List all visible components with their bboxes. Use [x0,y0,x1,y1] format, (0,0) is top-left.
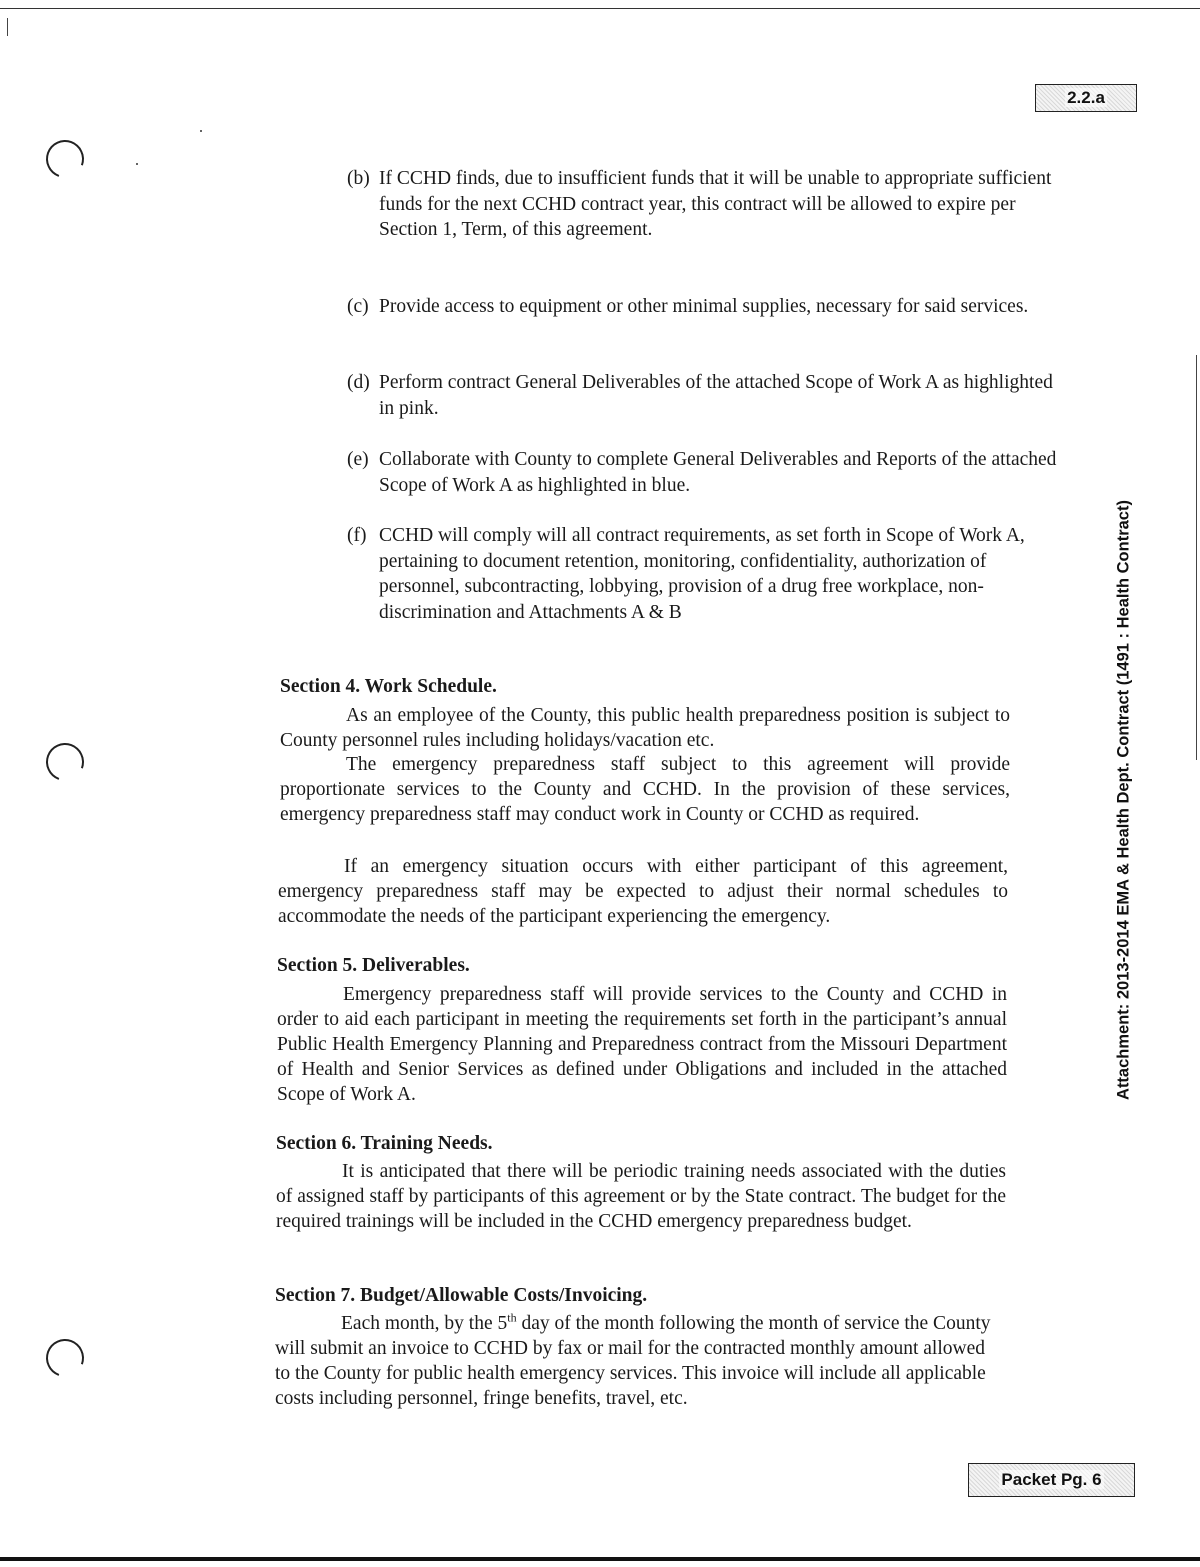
top-border-line [0,8,1200,9]
scan-speck [136,163,138,165]
list-item-marker: (f) [347,525,367,546]
section-4-paragraph: If an emergency situation occurs with either participant of this agreement, emergency preparedness staff may be expected to adjust their normal schedules to accommodate the needs of the participant experiencing the emergency. [278,856,1008,927]
section-7-paragraph [275,1311,1005,1411]
bottom-border-line [0,1557,1200,1561]
list-item-marker: (b) [347,168,370,189]
page-reference-label: 2.2.a [1067,88,1105,107]
section-7-text-end: day of the month following the month of service the County will submit an invoice to CCHD by fax or mail for the contracted monthly amount allowed to the County for public health emergency services. This invoice will include all applicable costs including personnel, fringe benefits, travel, etc. [275,1313,991,1409]
list-item [347,294,1059,320]
list-item [347,523,1059,625]
list-item-marker: (d) [347,372,370,393]
section-4-paragraph: As an employee of the County, this public health preparedness position is subject to County personnel rules including holidays/vacation etc. [280,705,1010,751]
section-7-heading: Section 7. Budget/Allowable Costs/Invoicing. [275,1285,648,1306]
list-item [347,166,1059,243]
punch-hole-icon [40,1333,90,1383]
punch-hole-icon [40,134,90,184]
list-item-text: If CCHD finds, due to insufficient funds that it will be unable to appropriate sufficient funds for the next CCHD contract year, this contract will be allowed to expire per Section 1, Term, of this agreement. [379,168,1052,240]
section-6-heading: Section 6. Training Needs. [276,1133,493,1154]
packet-page-label: Packet Pg. 6 [1001,1470,1102,1489]
packet-page-stamp [968,1463,1135,1497]
list-item [347,370,1059,421]
section-4-paragraph: The emergency preparedness staff subject to this agreement will provide proportionate services to the County and CCHD. In the provision of these services, emergency preparedness staff may conduct work in County or CCHD as required. [280,754,1010,825]
page-reference-stamp [1035,84,1137,112]
scan-speck [200,130,202,132]
section-4-heading: Section 4. Work Schedule. [280,676,497,697]
list-item-marker: (c) [347,296,369,317]
list-item-text: Provide access to equipment or other minimal supplies, necessary for said services. [379,296,1029,317]
punch-hole-icon [40,737,90,787]
list-item-marker: (e) [347,449,369,470]
ordinal-suffix: th [507,1310,517,1325]
section-5-heading: Section 5. Deliverables. [277,955,470,976]
list-item-text: CCHD will comply will all contract requirements, as set forth in Scope of Work A, pertaining to document retention, monitoring, confidentiality, authorization of personnel, subcontracting, lobbying, provision of a drug free workplace, non-discrimination and Attachments A & B [379,525,1025,623]
attachment-side-label-text: Attachment: 2013-2014 EMA & Health Dept. Contract (1491 : Health Contract) [1114,500,1133,1100]
right-edge-line [1196,355,1197,760]
section-6-paragraph: It is anticipated that there will be periodic training needs associated with the duties of assigned staff by participants of this agreement or by the State contract. The budget for the required trainings will be included in the CCHD emergency preparedness budget. [276,1161,1006,1232]
section-7-text-start: Each month, by the 5 [341,1313,508,1334]
list-item [347,447,1059,498]
section-5-paragraph: Emergency preparedness staff will provide services to the County and CCHD in order to aid each participant in meeting the requirements set forth in the participant’s annual Public Health Emergency Planning and Preparedness contract from the Missouri Department of Health and Senior Services as defined under Obligations and included in the attached Scope of Work A. [277,984,1007,1105]
left-edge-mark [7,18,8,36]
list-item-text: Collaborate with County to complete General Deliverables and Reports of the attached Scope of Work A as highlighted in blue. [379,449,1057,496]
list-item-text: Perform contract General Deliverables of the attached Scope of Work A as highlighted in pink. [379,372,1053,419]
